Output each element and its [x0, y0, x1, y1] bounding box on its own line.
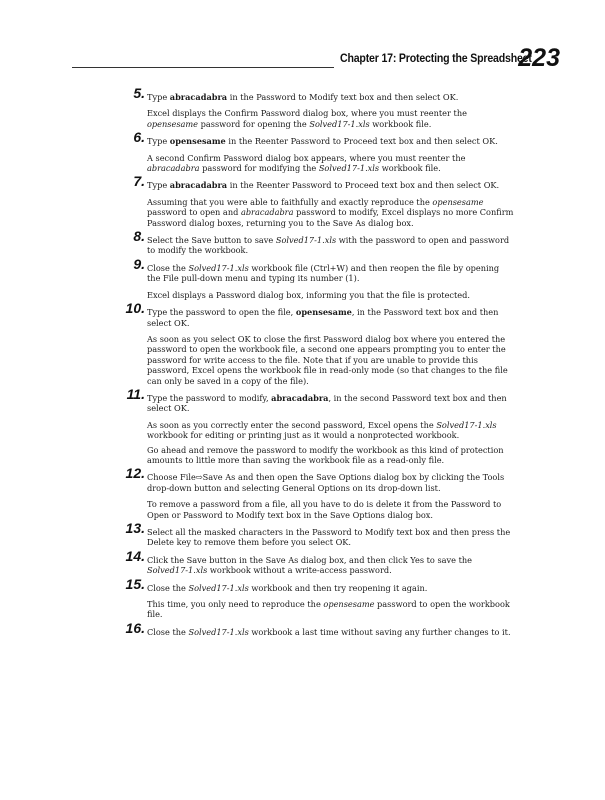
italic-text: Solved17-1.xls [147, 565, 208, 576]
text-run: Click the Save button in the Save As dialog box, and then click Yes to save the [147, 554, 473, 565]
step-instruction [147, 393, 515, 414]
text-run: This time, you only need to reproduce the [147, 599, 324, 610]
step-note [147, 420, 515, 441]
text-run: As soon as you correctly enter the second password, Excel opens the [147, 419, 437, 430]
step [125, 547, 515, 576]
text-run: As soon as you select OK to close the first Password dialog box where you entered the password to open the workbook file, a second one appears prompting you to enter the password for write access to the file. Note that if you are unable to provide this password, Excel opens the workbook file in read-only mode (so that changes to the file can only be saved in a copy of the file). [147, 333, 508, 386]
bold-text: abracadabra [169, 92, 228, 102]
italic-text: opensesame [323, 599, 375, 610]
step [133, 173, 515, 228]
text-run: To remove a password from a file, all you have to do is delete it from the Password to Open or Password to Modify text box in the Save Options dialog box. [147, 499, 502, 520]
text-run: password for opening the [198, 118, 310, 129]
step [125, 575, 515, 620]
text-run: A second Confirm Password dialog box appears, where you must reenter the [147, 152, 466, 163]
text-run: workbook a last time without saving any further changes to it. [248, 626, 511, 637]
text-run: password to open and [147, 207, 241, 218]
step [125, 619, 515, 637]
step-instruction [147, 627, 515, 637]
step-note [147, 153, 515, 174]
text-run: Assuming that you were able to faithfully and exactly reproduce the [147, 196, 433, 207]
text-run: Excel displays a Password dialog box, informing you that the file is protected. [147, 289, 470, 300]
step-number: 6. [133, 129, 145, 146]
text-run: workbook file. [379, 163, 441, 174]
step-instruction [147, 307, 515, 328]
step-instruction [147, 583, 515, 593]
text-run: Select the Save button to save [147, 235, 276, 246]
text-run: Type [147, 180, 170, 191]
step-number: 13. [125, 520, 145, 536]
bold-text: abracadabra [169, 180, 228, 191]
text-run: in the Reenter Password to Proceed text box and then select OK. [227, 180, 500, 191]
text-run: password to open the workbook file. [147, 599, 510, 620]
italic-text: Solved17-1.xls [309, 118, 370, 129]
text-run: with the password to open and password to modify the workbook. [147, 235, 510, 256]
italic-text: Solved17-1.xls [436, 419, 497, 430]
text-run: workbook file. [369, 118, 432, 129]
step [133, 255, 515, 300]
text-run: in the Password to Modify text box and then select OK. [227, 92, 459, 102]
text-run: Close the [147, 626, 189, 637]
italic-text: Solved17-1.xls [275, 235, 337, 246]
step-number: 7. [133, 173, 145, 190]
italic-text: Solved17-1.xls [188, 582, 249, 593]
step-instruction [147, 472, 515, 493]
text-run: Type the password to modify, [147, 392, 272, 403]
step-number: 8. [133, 228, 145, 245]
text-run: workbook and then try reopening it again. [248, 582, 428, 593]
text-run: Type [147, 136, 170, 147]
text-run: Type [147, 92, 170, 102]
step-list [125, 85, 515, 644]
step-note [147, 334, 515, 386]
text-run: Select all the masked characters in the Password to Modify text box and then press the Delete key to remove them before you select OK. [147, 527, 511, 548]
text-run: workbook file (Ctrl+W) and then reopen the file by opening the File pull-down menu and typing its number (1). [147, 262, 500, 284]
step-number: 9. [133, 255, 145, 272]
step-instruction [147, 180, 515, 190]
page-header [72, 44, 560, 78]
step [125, 520, 515, 548]
text-run: Excel displays the Confirm Password dialog box, where you must reenter the [147, 108, 467, 119]
text-run: Close the [147, 262, 189, 273]
bold-text: opensesame [169, 136, 226, 147]
step-instruction [147, 527, 515, 548]
header-rule [72, 67, 334, 68]
step [126, 385, 515, 465]
text-run: Type the password to open the file, [147, 307, 296, 318]
text-run: , in the second Password text box and then select OK. [147, 392, 507, 414]
italic-text: opensesame [432, 196, 484, 207]
italic-text: Solved17-1.xls [318, 163, 380, 174]
italic-text: abracadabra [147, 163, 200, 174]
text-run: workbook without a write-access password. [207, 565, 392, 576]
step-number: 14. [125, 547, 145, 564]
text-run: password to modify, Excel displays no more Confirm Password dialog boxes, returning you to the Save As dialog box. [147, 207, 514, 228]
step-number: 15. [125, 575, 145, 592]
step-instruction [147, 235, 515, 256]
step-instruction [147, 555, 515, 576]
step-note [147, 599, 515, 620]
italic-text: abracadabra [240, 207, 294, 218]
italic-text: Solved17-1.xls [188, 626, 249, 637]
step-number: 16. [125, 619, 145, 636]
step-instruction [147, 263, 515, 284]
page-number: 223 [518, 44, 560, 72]
bold-text: abracadabra [271, 392, 329, 403]
step-number: 5. [133, 85, 145, 101]
text-run: Close the [147, 582, 189, 593]
text-run: , in the Password text box and then select OK. [147, 307, 499, 328]
text-run: Choose File⇨Save As and then open the Save Options dialog box by clicking the Tools drop-down button and selecting General Options on its drop-down list. [147, 472, 505, 493]
chapter-title: Chapter 17: Protecting the Spreadsheet [340, 53, 532, 65]
italic-text: Solved17-1.xls [188, 262, 249, 273]
step-number: 10. [125, 300, 145, 317]
step-number: 12. [125, 465, 145, 482]
text-run: Go ahead and remove the password to modify the workbook as this kind of protection amounts to little more than saving the workbook file as a read-only file. [147, 444, 504, 465]
step-note [147, 108, 515, 129]
step [133, 85, 515, 129]
step-note [147, 197, 515, 228]
bold-text: opensesame [295, 307, 352, 318]
step-note [147, 499, 515, 520]
step [125, 465, 515, 520]
step [125, 300, 515, 386]
italic-text: opensesame [147, 118, 199, 129]
step [133, 129, 515, 174]
step-note [147, 290, 515, 300]
step [133, 228, 515, 256]
step-instruction [147, 136, 515, 146]
step-instruction [147, 92, 515, 102]
step-note [147, 445, 515, 466]
step-number: 11. [126, 385, 145, 402]
text-run: workbook for editing or printing just as it would a nonprotected workbook. [147, 430, 460, 441]
text-run: password for modifying the [199, 163, 319, 174]
text-run: in the Reenter Password to Proceed text box and then select OK. [225, 136, 498, 147]
